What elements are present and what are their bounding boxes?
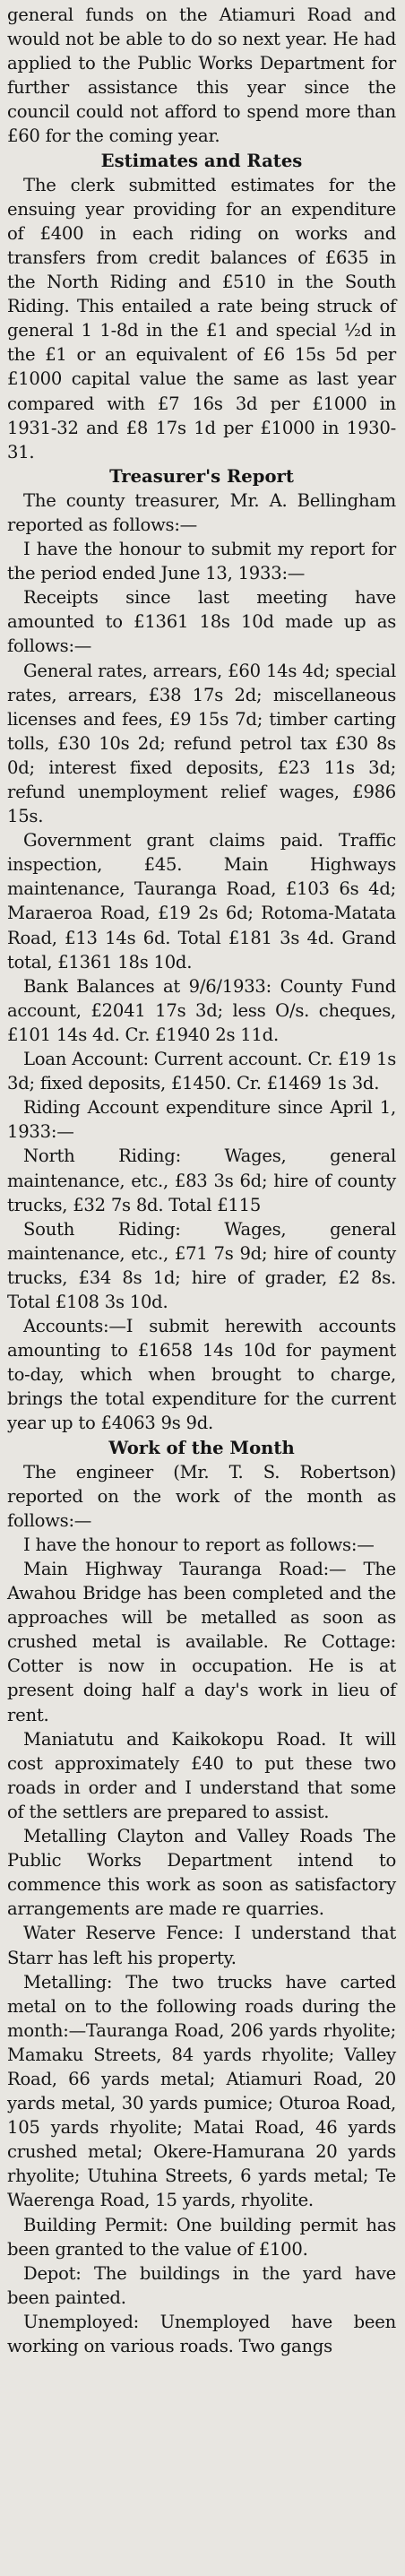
section-heading: Work of the Month [108, 1437, 295, 1458]
article-paragraph: Depot: The buildings in the yard have been painted. [7, 2262, 396, 2308]
article-paragraph: Metalling: The two trucks have carted metal on to the following roads during the month:—Tauranga Road, 206 yards rhyolite; Mamaku Streets, 84 yards rhyolite; Valley Road, 66 yards metal; Atiamuri Road, 20 yards metal, 30 yards pumice; Oturoa Road, 105 yards rhyolite; Matai Road, 46 yards crushed metal; Okere-Hamurana 20 yards rhyolite; Utuhina Streets, 6 yards metal; Te Waerenga Road, 15 yards, rhyolite. [7, 1971, 396, 2211]
article-paragraph: general funds on the Atiamuri Road and would not be able to do so next year. He had applied to the Public Works Department for further assistance this year since the council could not afford to spend more than £60 for the coming year. [7, 4, 396, 147]
section-heading: Estimates and Rates [100, 150, 303, 171]
article-paragraph: South Riding: Wages, general maintenance, etc., £71 7s 9d; hire of county trucks, £34 8s 1d; hire of grader, £2 8s. Total £108 3s 10d. [7, 1218, 396, 1312]
article-paragraph: Riding Account expenditure since April 1, 1933:— [7, 1097, 396, 1143]
article-paragraph: Loan Account: Current account. Cr. £19 1s 3d; fixed deposits, £1450. Cr. £1469 1s 3d. [7, 1049, 396, 1094]
article-paragraph: Main Highway Tauranga Road:— The Awahou Bridge has been completed and the approaches will be metalled as soon as crushed metal is available. Re Cottage: Cotter is now in occupation. He is at present doing half a day's work in lieu of rent. [7, 1559, 396, 1725]
article-paragraph: Government grant claims paid. Traffic inspection, £45. Main Highways maintenance, Tauranga Road, £103 6s 4d; Maraeroa Road, £19 2s 6d; Rotoma-Matata Road, £13 14s 6d. Total £181 3s 4d. Grand total, £1361 18s 10d. [7, 830, 396, 972]
article-paragraph: Building Permit: One building permit has been granted to the value of £100. [7, 2214, 396, 2260]
article-paragraph: Unemployed: Unemployed have been working on various roads. Two gangs [7, 2311, 396, 2356]
article-paragraph: Accounts:—I submit herewith accounts amounting to £1658 14s 10d for payment to-day, which when brought to charge, brings the total expenditure for the current year up to £4063 9s 9d. [7, 1316, 396, 1434]
article-paragraph: Maniatutu and Kaikokopu Road. It will cost approximately £40 to put these two roads in order and I understand that some of the settlers are prepared to assist. [7, 1728, 396, 1822]
article-paragraph: North Riding: Wages, general maintenance, etc., £83 3s 6d; hire of county trucks, £32 7s 8d. Total £115 [7, 1145, 396, 1215]
article-paragraph: Water Reserve Fence: I understand that Starr has left his property. [7, 1923, 396, 1968]
article-paragraph: I have the honour to report as follows:— [23, 1534, 375, 1555]
article-paragraph: The clerk submitted estimates for the ensuing year providing for an expenditure of £400 in each riding on works and transfers from credit balances of £635 in the North Riding and £510 in the South Riding. This entailed a rate being struck of general 1 1-8d in the £1 and special ½d in the £1 or an equivalent of £6 15s 5d per £1000 capital value the same as last year compared with £7 16s 3d per £1000 in 1931-32 and £8 17s 1d per £1000 in 1930-31. [7, 174, 396, 462]
article-paragraph: Bank Balances at 9/6/1933: County Fund account, £2041 17s 3d; less O/s. cheques, £101 14s 4d. Cr. £1940 2s 11d. [7, 975, 396, 1045]
article-paragraph: The engineer (Mr. T. S. Robertson) reported on the work of the month as follows:— [7, 1461, 396, 1531]
article-paragraph: Metalling Clayton and Valley Roads The Public Works Department intend to commence this work as soon as satisfactory arrangements are made re quarries. [7, 1826, 396, 1920]
article-paragraph: I have the honour to submit my report for the period ended June 13, 1933:— [7, 539, 396, 584]
section-heading: Treasurer's Report [109, 465, 294, 487]
article-paragraph: Receipts since last meeting have amounted to £1361 18s 10d made up as follows:— [7, 587, 396, 657]
article-paragraph: The county treasurer, Mr. A. Bellingham reported as follows:— [7, 489, 396, 535]
article-paragraph: General rates, arrears, £60 14s 4d; special rates, arrears, £38 17s 2d; miscellaneous licenses and fees, £9 15s 7d; timber carting tolls, £30 10s 2d; refund petrol tax £30 8s 0d; interest fixed deposits, £23 11s 3d; refund unemployment relief wages, £986 15s. [7, 660, 396, 827]
